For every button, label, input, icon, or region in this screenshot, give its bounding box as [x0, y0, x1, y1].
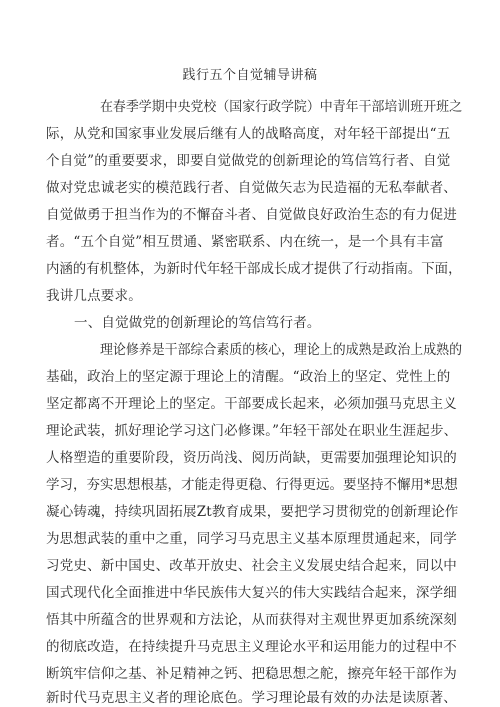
- text-line: 的彻底改造，在持续提升马克思主义理论水平和运用能力的过程中不: [46, 639, 457, 655]
- text-line: 习党史、新中国史、改革开放史、社会主义发展史结合起来，同以中: [46, 558, 457, 574]
- text-line: 断筑牢信仰之基、补足精神之钙、把稳思想之舵，擦亮年轻干部作为: [46, 666, 457, 682]
- text-line: 我讲几点要求。: [46, 288, 142, 304]
- text-line: 人格塑造的重要阶段，资历尚浅、阅历尚缺，更需要加强理论知识的: [46, 450, 457, 466]
- text-line: 悟其中所蕴含的世界观和方法论，从而获得对主观世界更加系统深刻: [46, 612, 457, 628]
- text-line: 内涵的有机整体，为新时代年轻干部成长成才提供了行动指南。下面，: [46, 261, 462, 277]
- text-line: 者。“五个自觉”相互贯通、紧密联系、内在统一，是一个具有丰富: [46, 234, 444, 250]
- text-line: 际，从党和国家事业发展后继有人的战略高度，对年轻干部提出“五: [46, 126, 451, 142]
- document-title: 践行五个自觉辅导讲稿: [182, 68, 318, 83]
- text-line: 做对党忠诚老实的模范践行者、自觉做矢志为民造福的无私奉献者、: [46, 180, 457, 196]
- text-line: 凝心铸魂，持续巩固拓展Zt教育成果，要把学习贯彻党的创新理论作: [46, 504, 459, 520]
- text-line: 在春季学期中央党校（国家行政学院）中青年干部培训班开班之: [100, 99, 463, 115]
- text-line: 国式现代化全面推进中华民族伟大复兴的伟大实践结合起来，深学细: [46, 585, 457, 601]
- text-line: 学习，夯实思想根基，才能走得更稳、行得更远。要坚持不懈用*思想: [46, 477, 458, 493]
- text-line: 理论修养是干部综合素质的核心，理论上的成熟是政治上成熟的: [100, 342, 463, 358]
- text-line: 个自觉”的重要要求，即要自觉做党的创新理论的笃信笃行者、自觉: [46, 153, 451, 169]
- text-line: 坚定都离不开理论上的坚定。干部要成长起来，必须加强马克思主义: [46, 396, 457, 412]
- text-line: 自觉做勇于担当作为的不懈奋斗者、自觉做良好政治生态的有力促进: [46, 207, 457, 223]
- text-line: 为思想武装的重中之重，同学习马克思主义基本原理贯通起来，同学: [46, 531, 457, 547]
- section-heading: 一、自觉做党的创新理论的笃信笃行者。: [74, 315, 321, 331]
- text-line: 新时代马克思主义者的理论底色。学习理论最有效的办法是读原著、: [46, 690, 457, 706]
- text-line: 基础，政治上的坚定源于理论上的清醒。“政治上的坚定、党性上的: [46, 369, 451, 385]
- text-line: 理论武装，抓好理论学习这门必修课。”年轻干部处在职业生涯起步、: [46, 423, 458, 439]
